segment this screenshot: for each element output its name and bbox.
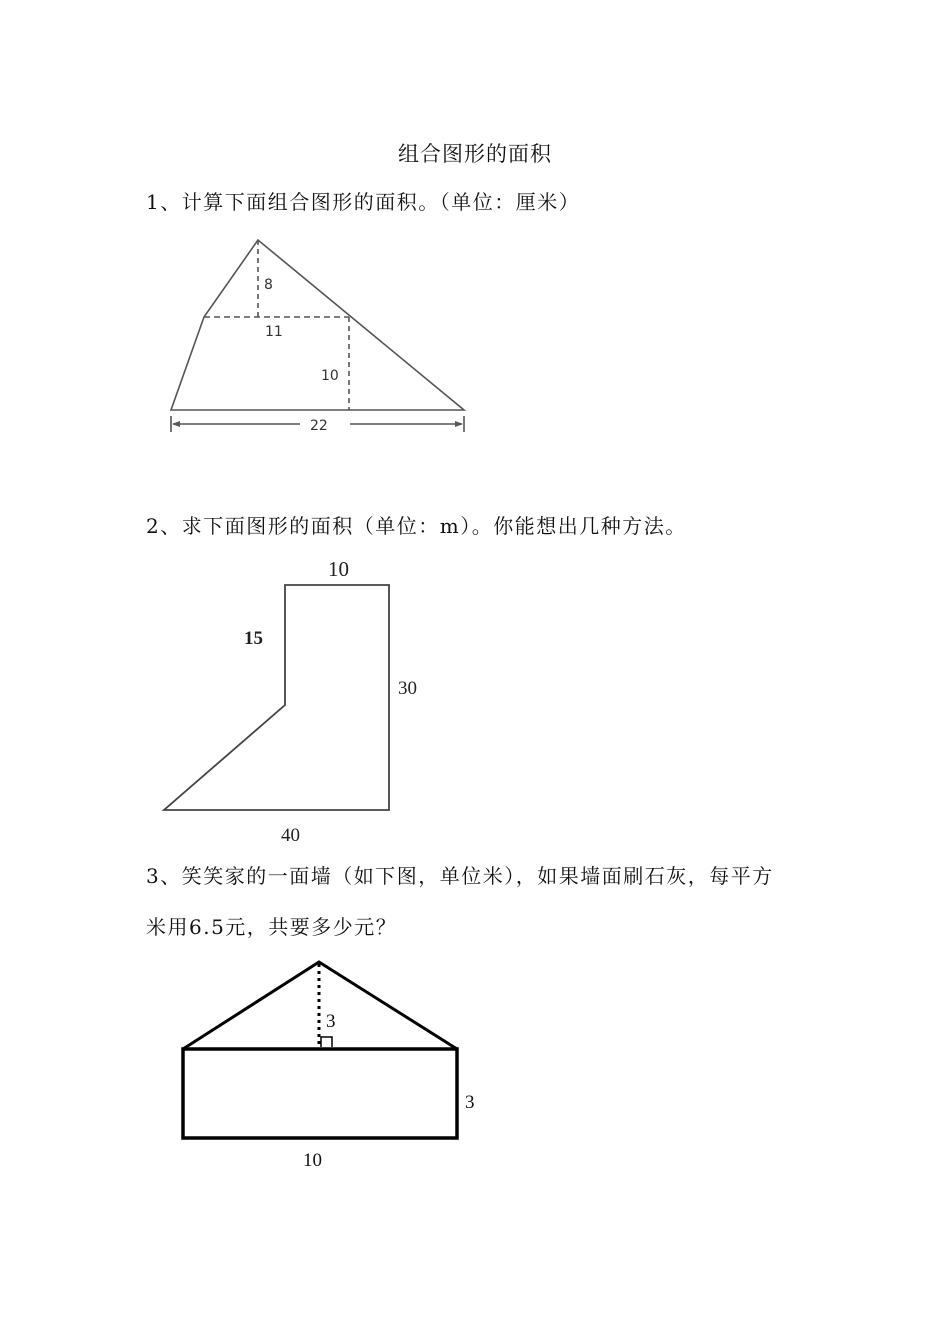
page-title: 组合图形的面积 (398, 142, 552, 166)
question-1-text: 1、计算下面组合图形的面积。（单位：厘米） (146, 190, 581, 214)
figure-1-label-22: 22 (310, 418, 328, 434)
question-2-text: 2、求下面图形的面积（单位：m）。你能想出几种方法。 (146, 514, 687, 538)
figure-1-label-10: 10 (321, 368, 339, 384)
figure-2-label-30: 30 (398, 678, 417, 699)
figure-2-label-10: 10 (328, 557, 349, 581)
figure-3-rectangle (183, 1049, 457, 1138)
figure-3-right-angle-mark (321, 1037, 332, 1047)
figure-3-label-triangle-height: 3 (326, 1011, 336, 1032)
figure-2-label-15: 15 (244, 628, 263, 649)
question-3-text-line1: 3、笑笑家的一面墙（如下图，单位米），如果墙面刷石灰，每平方 (146, 864, 774, 888)
figure-3-label-rect-height: 3 (465, 1092, 475, 1113)
question-3-text-line2: 米用6.5元，共要多少元？ (146, 915, 398, 939)
figure-1-label-11: 11 (265, 324, 283, 340)
figure-3-label-base: 10 (303, 1150, 322, 1171)
figure-2-label-40: 40 (281, 825, 300, 846)
figure-1-label-8: 8 (264, 277, 273, 293)
